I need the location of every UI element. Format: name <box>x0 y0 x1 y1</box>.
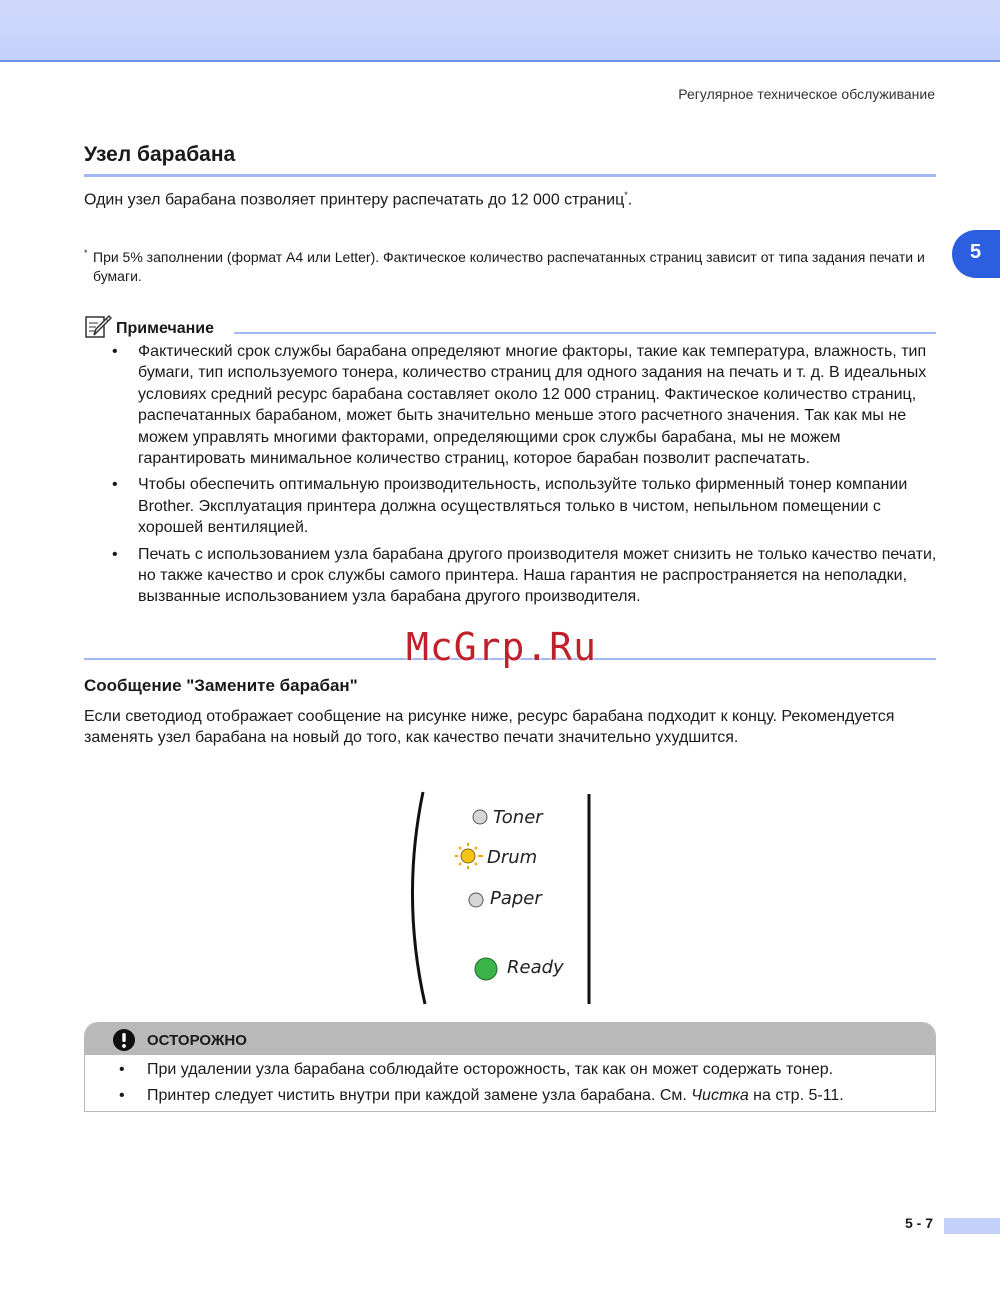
note-title: Примечание <box>116 320 215 337</box>
paper-led <box>469 893 483 907</box>
title-rule <box>84 174 936 177</box>
watermark: McGrp.Ru <box>406 625 598 669</box>
note-header <box>84 313 936 343</box>
paper-label: Paper <box>490 888 542 909</box>
caution-header <box>85 1023 935 1055</box>
page-number-bar <box>944 1218 1000 1234</box>
cross-reference-link[interactable]: Чистка <box>691 1087 749 1104</box>
caution-item-text-end: на стр. 5-11. <box>748 1087 844 1104</box>
ready-led <box>475 958 497 980</box>
running-header: Регулярное техническое обслуживание <box>678 86 935 102</box>
intro-end: . <box>627 191 633 209</box>
caution-item-text: Принтер следует чистить внутри при каждой замене узла барабана. См. <box>147 1087 692 1104</box>
panel-left-edge <box>412 792 425 1004</box>
drum-label: Drum <box>487 847 538 868</box>
caution-item: • При удалении узла барабана соблюдайте осторожность, так как он может содержать тонер. <box>115 1059 935 1080</box>
drum-led <box>461 849 475 863</box>
footnote-ref: * <box>624 190 628 200</box>
chapter-tab <box>952 230 1000 278</box>
footnote <box>84 248 944 286</box>
page-number: 5 - 7 <box>905 1215 934 1231</box>
ready-label: Ready <box>507 957 564 978</box>
footnote-mark: * <box>84 248 88 258</box>
toner-led <box>473 810 487 824</box>
note-list <box>108 341 938 613</box>
note-rule <box>234 332 936 334</box>
intro-text: Один узел барабана позволяет принтеру распечатать до 12 000 страниц <box>84 191 625 209</box>
section-title: Узел барабана <box>84 143 236 166</box>
caution-item <box>115 1085 935 1106</box>
toner-label: Toner <box>493 807 543 828</box>
chapter-number: 5 <box>970 241 982 263</box>
exclamation-icon <box>113 1029 135 1051</box>
subsection-text: Если светодиод отображает сообщение на рисунке ниже, ресурс барабана подходит к концу. Рекомендуется заменять узел барабана на новый до того, как качество печати значительно ухудшится. <box>84 708 895 747</box>
note-item: • Фактический срок службы барабана определяют многие факторы, такие как температура, влажность, тип бумаги, тип используемого тонера, количество страниц для одного задания на печать и т. д. В идеальных условиях средний ресурс барабана составляет около 12 000 страниц. Фактическое количество страниц, распечатанных барабаном, может быть значительно меньше этого расчетного значения. Так как мы не можем управлять многими факторами, определяющими срок службы барабана, мы не можем гарантировать минимальное количество страниц, которое барабан позволит распечатать. <box>108 341 938 469</box>
intro-paragraph <box>84 190 632 209</box>
subsection-title: Сообщение "Замените барабан" <box>84 676 358 695</box>
caution-box <box>84 1022 936 1112</box>
note-pencil-icon <box>84 313 112 341</box>
note-item: • Печать с использованием узла барабана другого производителя может снизить не только качество печати, но также качество и срок службы самого принтера. Наша гарантия не распространяется на неполадки, вызванные использованием узла барабана другого производителя. <box>108 544 938 608</box>
caution-list <box>115 1059 935 1111</box>
footnote-text: При 5% заполнении (формат A4 или Letter). Фактическое количество распечатанных страниц зависит от типа задания печати и бумаги. <box>93 249 925 284</box>
top-color-band <box>0 0 1000 62</box>
caution-title: ОСТОРОЖНО <box>147 1032 247 1049</box>
note-item: • Чтобы обеспечить оптимальную производительность, используйте только фирменный тонер компании Brother. Эксплуатация принтера должна осуществляться только в чистом, непыльном помещении с хорошей вентиляцией. <box>108 474 938 538</box>
